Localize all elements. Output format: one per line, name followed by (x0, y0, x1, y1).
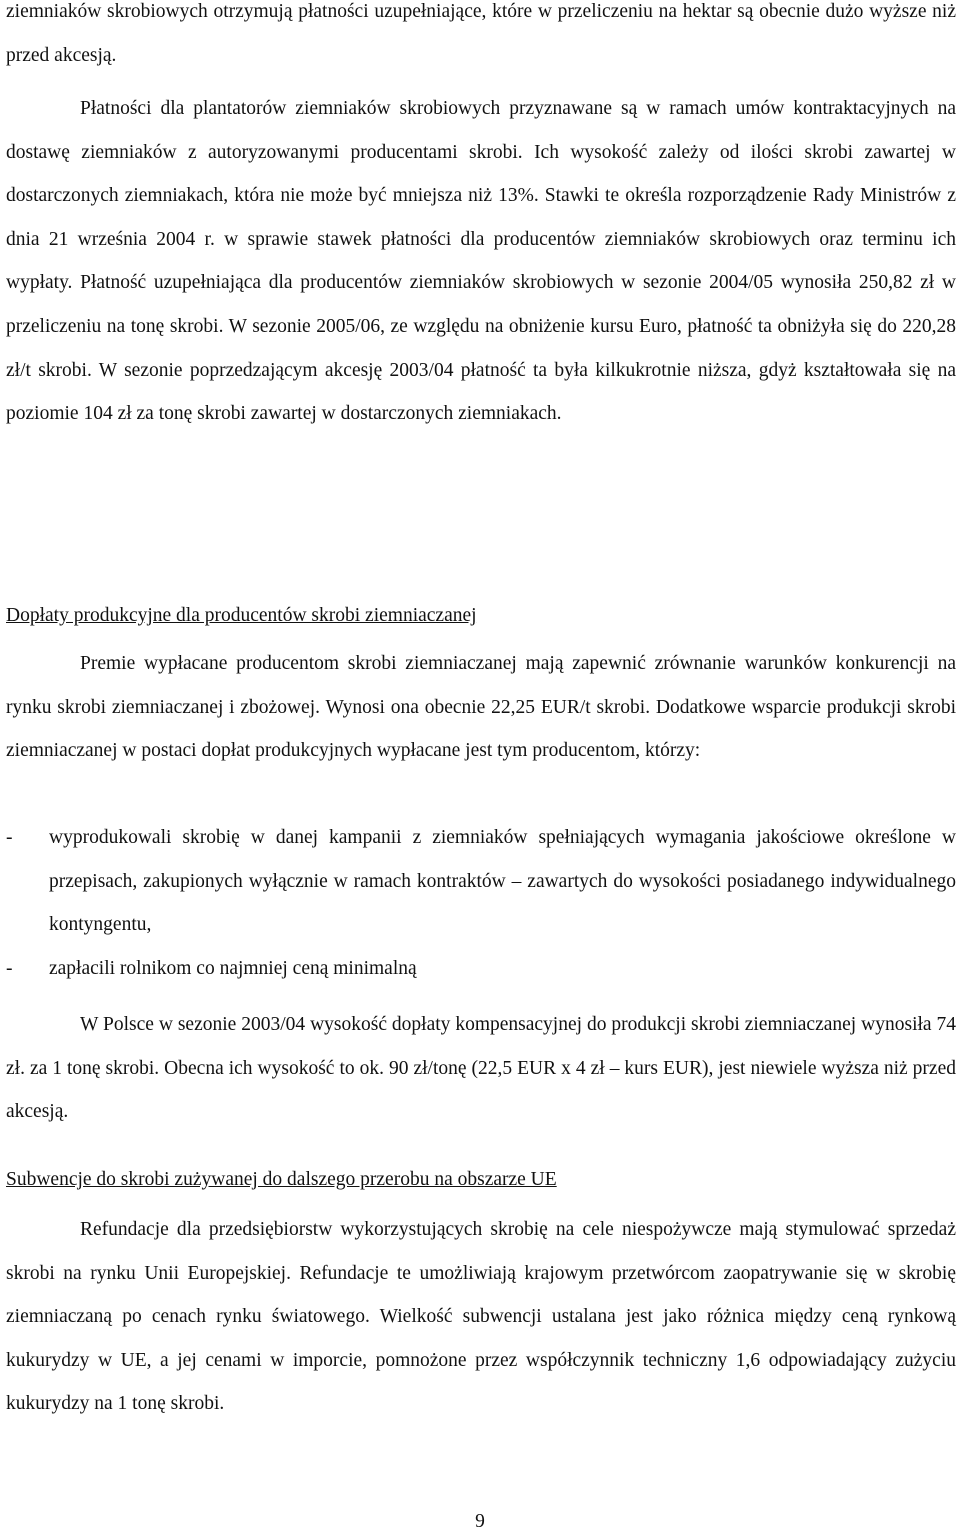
list-item (6, 816, 956, 947)
list-item (6, 947, 956, 991)
paragraph-compensation-payment-poland: W Polsce w sezonie 2003/04 wysokość dopłaty kompensacyjnej do produkcji skrobi ziemniaczanej wynosiła 74 zł. za 1 tonę skrobi. Obecna ich wysokość to ok. 90 zł/tonę (22,5 EUR x 4 zł – kurs EUR), jest niewiele wyższa niż przed akcesją. (6, 1014, 956, 1123)
list-dash: - (6, 958, 13, 979)
section-heading-production-subsidies: Dopłaty produkcyjne dla producentów skrobi ziemniaczanej (6, 605, 477, 626)
page-number: 9 (475, 1511, 485, 1532)
paragraph-starch-premiums: Premie wypłacane producentom skrobi ziemniaczanej mają zapewnić zrównanie warunków konkurencji na rynku skrobi ziemniaczanej i zbożowej. Wynosi ona obecnie 22,25 EUR/t skrobi. Dodatkowe wsparcie produkcji skrobi ziemniaczanej w postaci dopłat produkcyjnych wypłacane jest tym producentom, którzy: (6, 653, 956, 762)
list-dash: - (6, 827, 13, 848)
paragraph-refunds: Refundacje dla przedsiębiorstw wykorzystujących skrobię na cele niespożywcze mają stymulować sprzedaż skrobi na rynku Unii Europejskiej. Refundacje te umożliwiają krajowym przetwórcom zaopatrywanie się w skrobię ziemniaczaną po cenach rynku światowego. Wielkość subwencji ustalana jest jako różnica między ceną rynkową kukurydzy w UE, a jej cenami w imporcie, pomnożone przez współczynnik techniczny 1,6 odpowiadający zużyciu kukurydzy na 1 tonę skrobi. (6, 1219, 956, 1415)
paragraph-intro-continuation: ziemniaków skrobiowych otrzymują płatności uzupełniające, które w przeliczeniu na hektar są obecnie dużo wyższe niż przed akcesją. (6, 1, 956, 66)
paragraph-starch-potato-payments: Płatności dla plantatorów ziemniaków skrobiowych przyznawane są w ramach umów kontraktacyjnych na dostawę ziemniaków z autoryzowanymi producentami skrobi. Ich wysokość zależy od ilości skrobi zawartej w dostarczonych ziemniakach, która nie może być mniejsza niż 13%. Stawki te określa rozporządzenie Rady Ministrów z dnia 21 września 2004 r. w sprawie stawek płatności dla producentów ziemniaków skrobiowych oraz terminu ich wypłaty. Płatność uzupełniająca dla producentów ziemniaków skrobiowych w sezonie 2004/05 wynosiła 250,82 zł w przeliczeniu na tonę skrobi. W sezonie 2005/06, ze względu na obniżenie kursu Euro, płatność ta obniżyła się do 220,28 zł/t skrobi. W sezonie poprzedzającym akcesję 2003/04 płatność ta była kilkukrotnie niższa, gdyż kształtowała się na poziomie 104 zł za tonę skrobi zawartej w dostarczonych ziemniakach. (6, 98, 956, 425)
list-item-text: zapłacili rolnikom co najmniej ceną minimalną (49, 958, 417, 979)
list-item-text: wyprodukowali skrobię w danej kampanii z ziemniaków spełniających wymagania jakościowe określone w przepisach, zakupionych wyłącznie w ramach kontraktów – zawartych do wysokości posiadanego indywidualnego kontyngentu, (49, 827, 956, 936)
section-heading-processing-subsidies: Subwencje do skrobi zużywanej do dalszego przerobu na obszarze UE (6, 1169, 557, 1190)
